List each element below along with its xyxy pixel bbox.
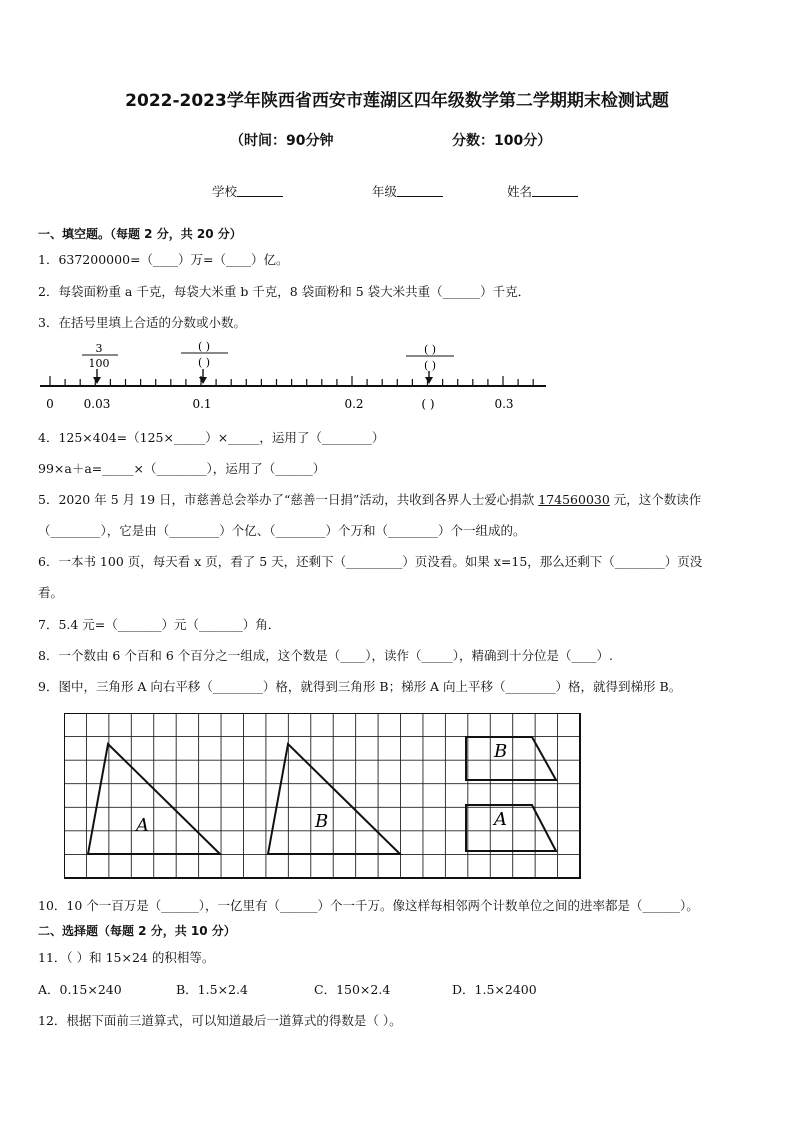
question-2: 2．每袋面粉重 a 千克，每袋大米重 b 千克，8 袋面粉和 5 袋大米共重（______）千克． (38, 284, 531, 299)
question-5a: 5．2020 年 5 月 19 日，市慈善总会举办了“慈善一日捐”活动，共收到各界人士爱心捐款 174560030 元，这个数读作 (38, 492, 702, 507)
trapezoid-a-label: A (494, 809, 507, 830)
number-line-figure (36, 338, 556, 416)
svg-text:( ): ( ) (197, 340, 211, 353)
exam-time: （时间：90分钟 (230, 133, 334, 149)
arrow-blank-1 (199, 369, 207, 384)
question-9: 9．图中，三角形 A 向右平移（________）格，就得到三角形 B；梯形 A 向上平移（________）格，就得到梯形 B。 (38, 679, 682, 694)
triangle-b-label: B (315, 811, 329, 832)
question-10: 10．10 个一百万是（______），一亿里有（______）个一千万。像这样每相邻两个计数单位之间的进率都是（______）。 (38, 898, 699, 913)
arrow-0.03 (93, 369, 101, 384)
trapezoid-b (466, 737, 556, 780)
svg-text:( ): ( ) (423, 359, 437, 372)
question-4b: 99×a＋a=_____×（________），运用了（______） (38, 461, 326, 476)
grade-label: 年级 (372, 184, 398, 199)
question-4a: 4．125×404=（125×_____）×_____，运用了（________） (38, 430, 385, 445)
question-3: 3．在括号里填上合适的分数或小数。 (38, 315, 246, 330)
svg-text:( ): ( ) (423, 343, 437, 356)
question-8: 8．一个数由 6 个百和 6 个百分之一组成，这个数是（____），读作（_____），精确到十分位是（____）. (38, 648, 613, 663)
question-6a: 6．一本书 100 页，每天看 x 页，看了 5 天，还剩下（_________）页没看。如果 x=15，那么还剩下（________）页没 (38, 554, 703, 569)
name-field[interactable] (507, 182, 578, 200)
svg-text:100: 100 (88, 357, 110, 370)
label-0.1: 0.1 (192, 397, 212, 411)
question-6b: 看。 (38, 585, 64, 600)
svg-text:3: 3 (95, 342, 103, 355)
section-2-heading: 二、选择题（每题 2 分，共 10 分） (38, 924, 236, 938)
number-line-ticks (50, 376, 533, 386)
exam-score: 分数：100分） (452, 133, 552, 149)
label-0: 0 (46, 397, 54, 411)
school-label: 学校 (212, 184, 238, 199)
grade-field[interactable] (372, 182, 443, 200)
question-5b: （________），它是由（________）个亿、（________）个万和（________）个一组成的。 (38, 523, 526, 538)
donation-amount: 174560030 (538, 492, 610, 507)
trapezoid-a (466, 805, 556, 851)
name-label: 姓名 (507, 184, 533, 199)
question-1: 1．637200000=（____）万=（____）亿。 (38, 252, 289, 267)
arrow-blank-2 (425, 371, 433, 384)
option-c[interactable]: C．150×2.4 (314, 982, 391, 997)
school-field[interactable] (212, 182, 283, 200)
label-0.3: 0.3 (494, 397, 514, 411)
fraction-3-100 (82, 342, 118, 370)
option-d[interactable]: D．1.5×2400 (452, 982, 537, 997)
label-blank[interactable]: ( ) (421, 397, 435, 411)
option-b[interactable]: B．1.5×2.4 (176, 982, 248, 997)
section-1-heading: 一、填空题。（每题 2 分，共 20 分） (38, 227, 242, 241)
question-12: 12．根据下面前三道算式，可以知道最后一道算式的得数是（ ）。 (38, 1013, 402, 1028)
question-7: 7．5.4 元=（_______）元（_______）角． (38, 617, 281, 632)
page-title: 2022-2023学年陕西省西安市莲湖区四年级数学第二学期期末检测试题 (125, 91, 669, 111)
fraction-blank-2[interactable] (406, 343, 454, 372)
question-11: 11．（ ）和 15×24 的积相等。 (38, 950, 215, 965)
triangle-a-label: A (136, 815, 149, 836)
label-0.03: 0.03 (83, 397, 111, 411)
option-a[interactable]: A．0.15×240 (38, 982, 122, 997)
trapezoid-b-label: B (494, 741, 508, 762)
grid-figure (64, 713, 584, 883)
svg-text:( ): ( ) (197, 356, 211, 369)
label-0.2: 0.2 (344, 397, 364, 411)
fraction-blank-1[interactable] (181, 340, 228, 369)
